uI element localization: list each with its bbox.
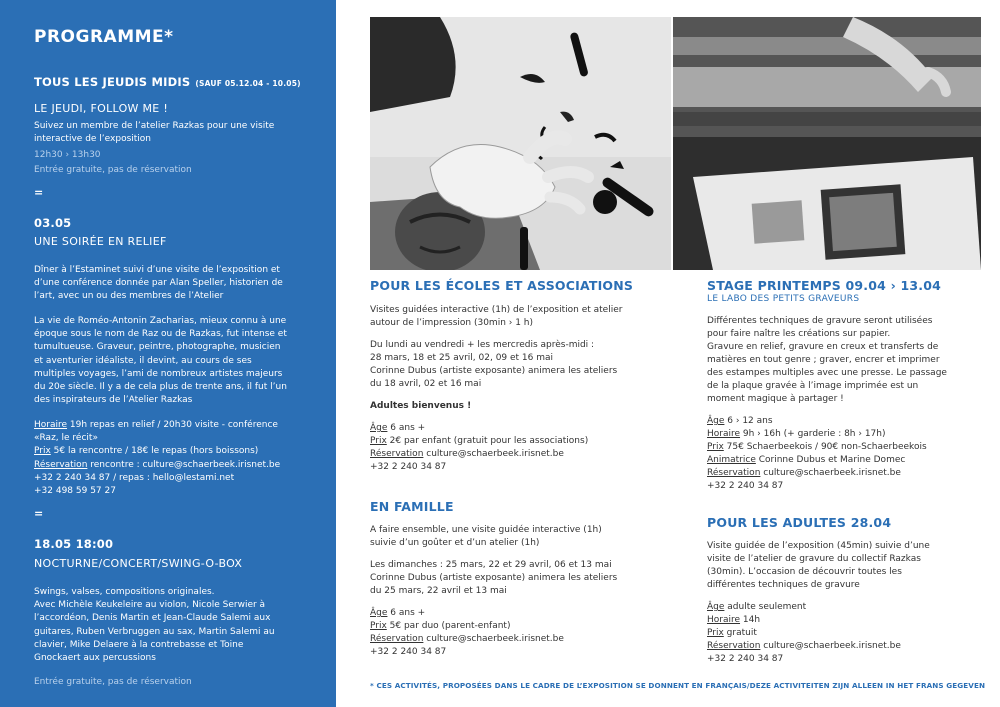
footnote: * CES ACTIVITÉS, PROPOSÉES DANS LE CADRE DE L’EXPOSITION SE DONNENT EN FRANÇAIS/DEZE ACTIVITEITEN ZIJN ALLEEN IN HET FRANS GEGEVEN [370, 681, 986, 690]
separator: = [34, 507, 44, 520]
stage-heading: STAGE PRINTEMPS 09.04 › 13.04 [707, 278, 942, 293]
relief-intro: Dîner à l’Estaminet suivi d’une visite de l’exposition et d’une conférence donnée par Alan Speller, historien de l’art, avec un ou des membres de l’Atelier [34, 265, 283, 302]
concert-subtitle: NOCTURNE/CONCERT/SWING-O-BOX [34, 557, 243, 570]
adults-heading: POUR LES ADULTES 28.04 [707, 515, 892, 530]
stage-description: Différentes techniques de gravure seront utilisées pour faire naître les créations sur papier. Gravure en relief, gravure en creux et transferts de matières en tout genre ; graver, encrer et imprimer des estampes multiples avec une presse. Le passage de la plaque gravée à l’image imprimée est un moment magique à partager ! Âge 6 › 12 ans Horaire 9h › 16h (+ garderie : 8h › 17h) Prix 75€ Schaerbeekois / 90€ non-Schaerbeekois Animatrice Corinne Dubus et Marine Domec Réservation culture@schaerbeek.irisnet.be +32 2 240 34 87 [707, 316, 947, 491]
thursday-subtitle: LE JEUDI, FOLLOW ME ! [34, 102, 169, 115]
programme-title: PROGRAMME* [34, 27, 174, 47]
photo-lino-carving [370, 17, 671, 270]
relief-subtitle: UNE SOIRÉE EN RELIEF [34, 235, 167, 248]
relief-bio: La vie de Roméo-Antonin Zacharias, mieux connu à une époque sous le nom de Raz ou de Razkas, fut intense et tumultueuse. Graveur, peintre, photographe, musicien et aventurier idéaliste, il devint, au cours de ses multiples voyages, l’ami de nombreux artistes majeurs du 20e siècle. Il y a de cela plus de trente ans, il fut l’un des inspirateurs de l’Atelier Razkas [34, 316, 287, 406]
concert-description: Swings, valses, compositions originales. Avec Michèle Keukeleire au violon, Nicole Serwier à l’accordéon, Denis Martin et Jean-Claude Salemi aux guitares, Ruben Verbruggen au sax, Martin Salemi au clavier, Mike Delaere à la contrebasse et Toine Gnockaert aux percussions [34, 587, 275, 664]
stage-subheading: LE LABO DES PETITS GRAVEURS [707, 294, 860, 304]
family-heading: EN FAMILLE [370, 499, 454, 514]
relief-info: Horaire 19h repas en relief / 20h30 visite - conférence «Raz, le récit» Prix 5€ la rencontre / 18€ le repas (hors boissons) Réservation rencontre : culture@schaerbeek.irisnet.be +32 2 240 34 87 / repas : hello@lestami.net +32 498 59 57 27 [34, 420, 281, 497]
family-description: A faire ensemble, une visite guidée interactive (1h) suivie d’un goûter et d’un atelier (1h) Les dimanches : 25 mars, 22 et 29 avril, 06 et 13 mai Corinne Dubus (artiste exposante) animera les ateliers du 25 mars, 22 avril et 13 mai Âge 6 ans + Prix 5€ par duo (parent-enfant) Réservation culture@schaerbeek.irisnet.be +32 2 240 34 87 [370, 525, 618, 657]
concert-date: 18.05 18:00 [34, 537, 114, 551]
schools-heading: POUR LES ÉCOLES ET ASSOCIATIONS [370, 278, 634, 293]
schools-description: Visites guidées interactive (1h) de l’exposition et atelier autour de l’impression (30min › 1 h) Du lundi au vendredi + les mercredis après-midi : 28 mars, 18 et 25 avril, 02, 09 et 16 mai Corinne Dubus (artiste exposante) animera les ateliers du 18 avril, 02 et 16 mai Adultes bienvenus ! Âge 6 ans + Prix 2€ par enfant (gratuit pour les associations) Réservation culture@schaerbeek.irisnet.be +32 2 240 34 87 [370, 304, 690, 474]
adults-description: Visite guidée de l’exposition (45min) suivie d’une visite de l’atelier de gravure du collectif Razkas (30min). L’occasion de découvrir toutes les différentes techniques de gravure Âge adulte seulement Horaire 14h Prix gratuit Réservation culture@schaerbeek.irisnet.be +32 2 240 34 87 [707, 541, 930, 664]
family-section [370, 499, 690, 659]
thursday-heading: TOUS LES JEUDIS MIDIS (SAUF 05.12.04 - 10.05) [34, 75, 301, 89]
separator: = [34, 186, 44, 199]
thursday-time: 12h30 › 13h30 [34, 150, 101, 160]
adults-section [707, 515, 992, 666]
programme-panel [0, 0, 336, 707]
relief-date: 03.05 [34, 216, 72, 230]
concert-free: Entrée gratuite, pas de réservation [34, 677, 192, 687]
stage-section [707, 278, 992, 493]
adults-welcome: Adultes bienvenus ! [370, 401, 472, 411]
thursday-description: Suivez un membre de l’atelier Razkas pour une visite interactive de l’exposition [34, 121, 275, 145]
thursday-free: Entrée gratuite, pas de réservation [34, 165, 192, 175]
photo-printing-press [673, 17, 981, 270]
schools-section [370, 278, 690, 474]
